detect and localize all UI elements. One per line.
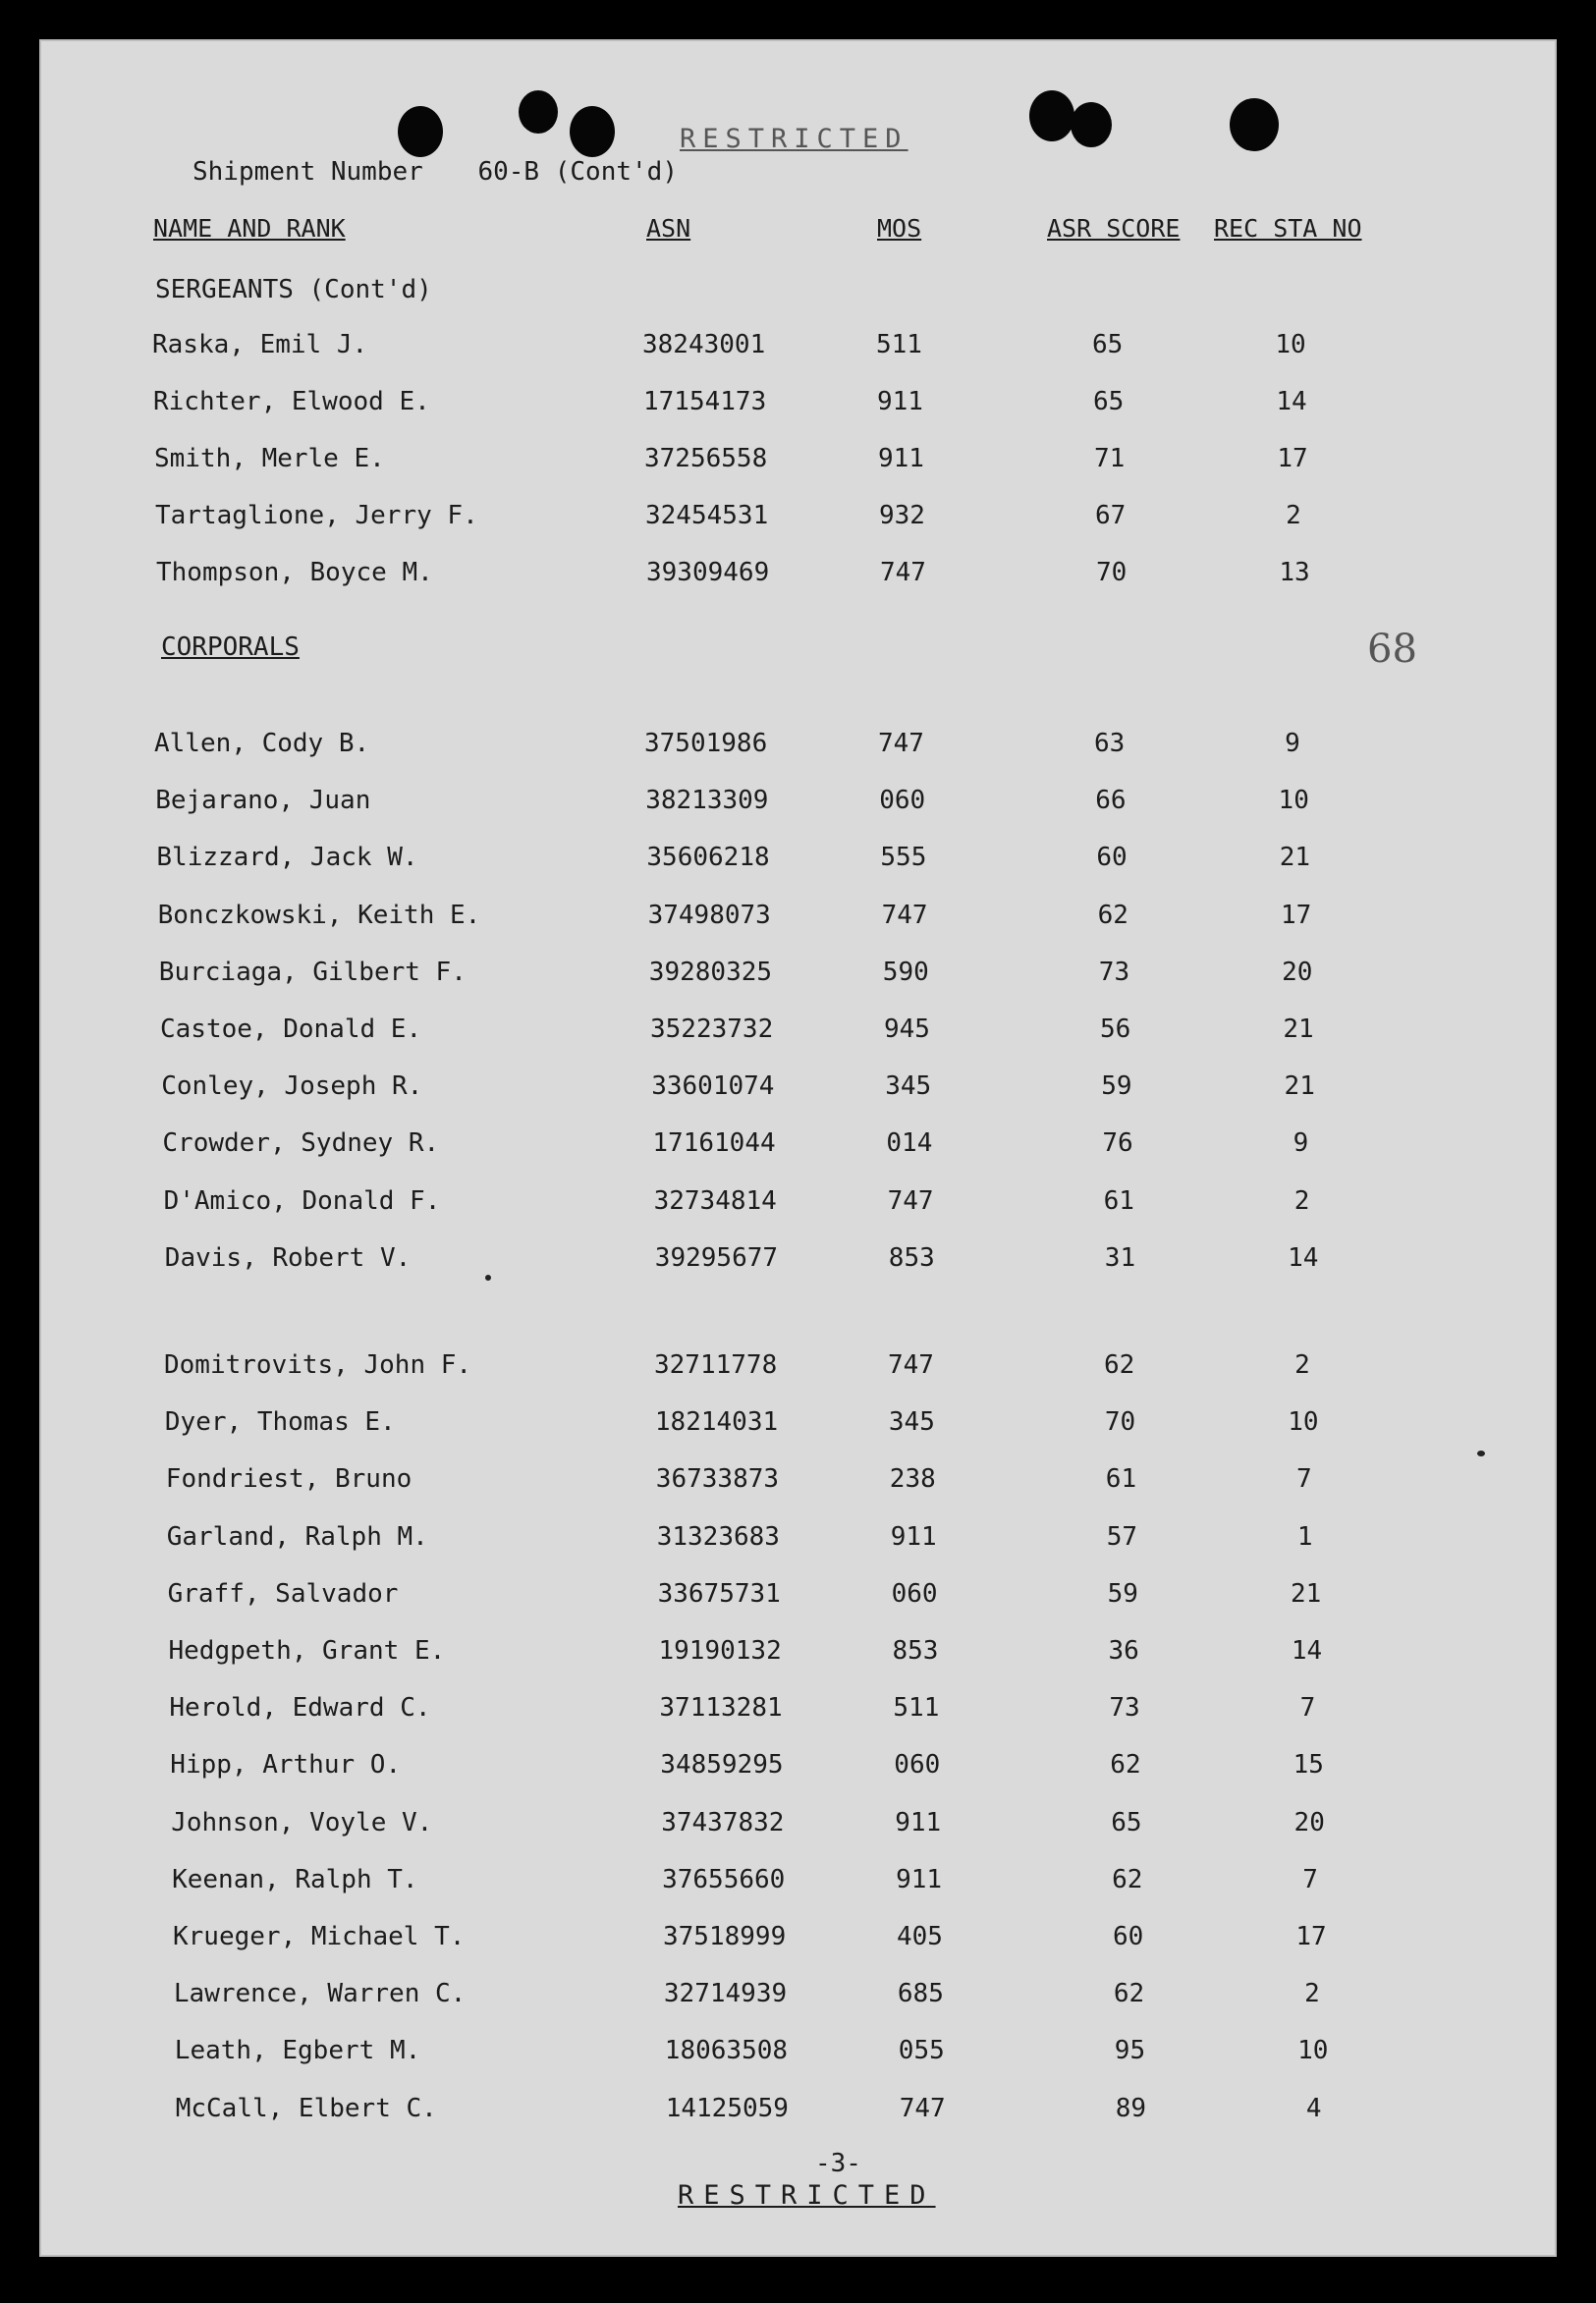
- column-header-rec: REC STA NO: [1214, 214, 1362, 243]
- cell-asr: 66: [1095, 786, 1127, 816]
- cell-mos: 060: [879, 786, 926, 816]
- cell-rec: 9: [1293, 1128, 1309, 1159]
- cell-rec: 21: [1284, 1071, 1315, 1102]
- cell-rec: 9: [1285, 729, 1300, 758]
- table-row: [39, 444, 1557, 483]
- cell-mos: 590: [882, 957, 929, 987]
- cell-asr: 57: [1106, 1521, 1138, 1552]
- table-row: [39, 387, 1557, 426]
- table-row: [39, 1808, 1557, 1847]
- cell-mos: 911: [877, 387, 923, 416]
- cell-mos: 853: [888, 1242, 935, 1273]
- cell-rec: 7: [1299, 1693, 1316, 1724]
- cell-rec: 14: [1276, 387, 1307, 416]
- cell-name: Raska, Emil J.: [152, 330, 368, 359]
- cell-asn: 37113281: [659, 1693, 783, 1724]
- cell-rec: 13: [1279, 558, 1310, 587]
- table-row: [39, 1350, 1557, 1390]
- section-title-sergeants: SERGEANTS (Cont'd): [155, 275, 432, 304]
- cell-name: Krueger, Michael T.: [173, 1922, 466, 1951]
- table-row: [39, 1750, 1557, 1789]
- cell-asr: 61: [1105, 1464, 1137, 1495]
- cell-asr: 62: [1112, 1864, 1143, 1894]
- cell-asn: 37498073: [647, 900, 771, 930]
- cell-name: Allen, Cody B.: [154, 729, 370, 758]
- cell-mos: 685: [897, 1979, 944, 2009]
- table-row: [39, 2094, 1557, 2133]
- cell-asn: 35223732: [650, 1014, 774, 1044]
- cell-rec: 17: [1277, 444, 1308, 473]
- cell-asr: 62: [1097, 900, 1128, 930]
- cell-mos: 747: [899, 2093, 946, 2123]
- cell-mos: 747: [888, 1350, 934, 1380]
- cell-name: Richter, Elwood E.: [153, 387, 430, 416]
- table-row: [39, 958, 1557, 997]
- shipment-label: Shipment Number: [193, 157, 423, 187]
- cell-name: Graff, Salvador: [167, 1578, 399, 1609]
- cell-asr: 60: [1096, 843, 1128, 873]
- cell-asn: 39295677: [654, 1242, 779, 1273]
- cell-rec: 21: [1279, 843, 1311, 873]
- cell-asn: 37256558: [644, 444, 768, 473]
- punch-hole: [570, 106, 615, 157]
- cell-mos: 911: [895, 1807, 942, 1837]
- cell-asr: 59: [1107, 1578, 1138, 1609]
- table-row: [39, 729, 1557, 768]
- column-header-name: NAME AND RANK: [153, 214, 346, 243]
- cell-mos: 911: [896, 1864, 943, 1894]
- handwritten-page-annotation: 68: [1367, 627, 1417, 672]
- table-row: [39, 1014, 1557, 1054]
- cell-mos: 060: [891, 1578, 938, 1609]
- cell-rec: 10: [1297, 2036, 1329, 2066]
- cell-mos: 747: [887, 1185, 934, 1216]
- shipment-number: 60-B: [477, 157, 540, 187]
- column-header-asr: ASR SCORE: [1047, 214, 1181, 243]
- cell-rec: 2: [1294, 1350, 1310, 1380]
- cell-asr: 89: [1115, 2093, 1147, 2123]
- cell-asn: 14125059: [665, 2093, 789, 2123]
- table-row: [39, 1636, 1557, 1675]
- cell-name: Dyer, Thomas E.: [164, 1407, 396, 1438]
- cell-name: Herold, Edward C.: [169, 1693, 431, 1724]
- cell-rec: 21: [1283, 1014, 1314, 1044]
- cell-asn: 35606218: [646, 843, 770, 873]
- cell-mos: 945: [884, 1014, 930, 1044]
- cell-rec: 14: [1288, 1242, 1319, 1273]
- cell-mos: 932: [879, 501, 925, 530]
- cell-asn: 18214031: [654, 1407, 779, 1438]
- punch-hole: [519, 90, 558, 134]
- cell-asr: 62: [1110, 1750, 1141, 1781]
- table-row: [39, 501, 1557, 540]
- speck: [1477, 1451, 1485, 1456]
- table-row: [39, 1071, 1557, 1111]
- cell-rec: 20: [1293, 1807, 1325, 1837]
- cell-asn: 37655660: [662, 1864, 786, 1894]
- cell-name: Conley, Joseph R.: [161, 1071, 423, 1102]
- cell-asr: 73: [1109, 1693, 1140, 1724]
- cell-rec: 1: [1296, 1521, 1313, 1552]
- cell-rec: 2: [1304, 1979, 1320, 2009]
- cell-name: Bejarano, Juan: [155, 786, 371, 816]
- table-row: [39, 1464, 1557, 1504]
- table-row: [39, 1186, 1557, 1226]
- cell-asr: 31: [1104, 1242, 1136, 1273]
- table-row: [39, 1243, 1557, 1283]
- cell-name: Smith, Merle E.: [154, 444, 385, 473]
- cell-asn: 17154173: [643, 387, 767, 416]
- table-row: [39, 1407, 1557, 1447]
- punch-hole: [398, 106, 443, 157]
- cell-asn: 18063508: [664, 2036, 789, 2066]
- cell-asn: 36733873: [655, 1464, 780, 1495]
- cell-mos: 511: [876, 330, 922, 359]
- cell-mos: 345: [885, 1071, 932, 1102]
- table-row: [39, 1865, 1557, 1904]
- cell-name: Thompson, Boyce M.: [156, 558, 433, 587]
- cell-asr: 62: [1113, 1979, 1145, 2009]
- cell-asn: 32714939: [663, 1979, 788, 2009]
- document-page: [39, 39, 1557, 2257]
- table-row: [39, 1922, 1557, 1961]
- cell-name: D'Amico, Donald F.: [163, 1185, 441, 1216]
- cell-name: Keenan, Ralph T.: [172, 1864, 418, 1894]
- cell-name: Johnson, Voyle V.: [171, 1807, 433, 1837]
- cell-asr: 60: [1113, 1922, 1144, 1951]
- cell-asn: 37501986: [644, 729, 768, 758]
- cell-name: Fondriest, Bruno: [165, 1464, 413, 1495]
- cell-asr: 70: [1096, 558, 1128, 587]
- cell-name: Leath, Egbert M.: [174, 2036, 421, 2066]
- table-row: [39, 1579, 1557, 1618]
- cell-name: Bonczkowski, Keith E.: [157, 900, 481, 930]
- cell-rec: 10: [1288, 1407, 1319, 1438]
- cell-asr: 61: [1103, 1185, 1134, 1216]
- column-header-mos: MOS: [877, 214, 922, 243]
- table-row: [39, 1522, 1557, 1562]
- cell-asn: 17161044: [652, 1128, 776, 1159]
- cell-mos: 238: [889, 1464, 936, 1495]
- cell-asn: 32711778: [654, 1350, 778, 1380]
- cell-mos: 911: [890, 1521, 937, 1552]
- restricted-header: RESTRICTED: [680, 124, 908, 154]
- cell-name: Tartaglione, Jerry F.: [155, 501, 478, 530]
- cell-rec: 7: [1302, 1864, 1318, 1894]
- cell-name: Garland, Ralph M.: [166, 1521, 428, 1552]
- cell-name: Castoe, Donald E.: [160, 1014, 422, 1044]
- cell-mos: 511: [893, 1693, 940, 1724]
- section-title-corporals: CORPORALS: [161, 632, 300, 662]
- cell-asr: 63: [1094, 729, 1126, 758]
- cell-asn: 32734814: [653, 1185, 777, 1216]
- cell-rec: 2: [1293, 1185, 1310, 1216]
- cell-mos: 747: [880, 558, 926, 587]
- restricted-footer: RESTRICTED: [678, 2180, 936, 2211]
- cell-rec: 21: [1290, 1578, 1322, 1609]
- cell-asn: 32454531: [645, 501, 769, 530]
- table-row: [39, 901, 1557, 940]
- cell-name: Davis, Robert V.: [164, 1242, 412, 1273]
- cell-asr: 76: [1102, 1128, 1133, 1159]
- cell-rec: 17: [1295, 1922, 1327, 1951]
- cell-asr: 36: [1108, 1636, 1139, 1666]
- cell-asn: 39309469: [646, 558, 770, 587]
- table-row: [39, 786, 1557, 825]
- cell-rec: 10: [1275, 330, 1306, 359]
- table-row: [39, 1979, 1557, 2018]
- cell-mos: 060: [894, 1750, 941, 1781]
- cell-asr: 56: [1100, 1014, 1131, 1044]
- cell-mos: 014: [886, 1128, 933, 1159]
- punch-hole: [1071, 102, 1112, 147]
- cell-mos: 853: [892, 1636, 939, 1666]
- cell-name: Lawrence, Warren C.: [173, 1979, 467, 2009]
- cell-rec: 4: [1305, 2093, 1322, 2123]
- cell-name: Domitrovits, John F.: [164, 1350, 472, 1380]
- cell-name: Burciaga, Gilbert F.: [158, 957, 467, 987]
- cell-name: McCall, Elbert C.: [175, 2093, 437, 2123]
- cell-asn: 37437832: [661, 1807, 785, 1837]
- cell-asn: 38243001: [642, 330, 766, 359]
- cell-mos: 747: [878, 729, 924, 758]
- cell-asr: 71: [1094, 444, 1126, 473]
- cell-rec: 20: [1282, 957, 1313, 987]
- cell-asr: 62: [1104, 1350, 1135, 1380]
- cell-asr: 67: [1095, 501, 1127, 530]
- cell-asr: 65: [1092, 330, 1124, 359]
- cell-mos: 055: [898, 2036, 945, 2066]
- cell-name: Hedgpeth, Grant E.: [168, 1636, 446, 1666]
- punch-hole: [1230, 98, 1279, 151]
- cell-asr: 59: [1101, 1071, 1132, 1102]
- shipment-line: [193, 157, 678, 187]
- speck: [485, 1275, 491, 1281]
- page-number: -3-: [815, 2149, 861, 2178]
- table-row: [39, 2036, 1557, 2075]
- table-row: [39, 330, 1557, 369]
- cell-asn: 34859295: [660, 1750, 784, 1781]
- cell-rec: 14: [1291, 1636, 1323, 1666]
- cell-mos: 555: [880, 843, 927, 873]
- cell-rec: 17: [1280, 900, 1312, 930]
- table-row: [39, 1128, 1557, 1168]
- table-row: [39, 1693, 1557, 1732]
- cell-asn: 37518999: [663, 1922, 787, 1951]
- continued-note: (Cont'd): [554, 157, 678, 187]
- cell-asr: 65: [1111, 1807, 1142, 1837]
- table-row: [39, 843, 1557, 882]
- cell-asr: 73: [1098, 957, 1130, 987]
- cell-asn: 31323683: [656, 1521, 780, 1552]
- cell-asr: 95: [1114, 2036, 1146, 2066]
- cell-asn: 19190132: [658, 1636, 782, 1666]
- cell-asr: 65: [1093, 387, 1125, 416]
- cell-asn: 33675731: [657, 1578, 781, 1609]
- cell-mos: 345: [888, 1407, 935, 1438]
- cell-rec: 2: [1286, 501, 1301, 530]
- cell-rec: 15: [1293, 1750, 1324, 1781]
- cell-asn: 33601074: [651, 1071, 775, 1102]
- cell-name: Blizzard, Jack W.: [156, 843, 418, 873]
- cell-mos: 747: [881, 900, 928, 930]
- cell-asn: 38213309: [645, 786, 769, 816]
- cell-asr: 70: [1104, 1407, 1136, 1438]
- cell-mos: 911: [878, 444, 924, 473]
- cell-name: Hipp, Arthur O.: [170, 1750, 402, 1781]
- punch-hole: [1029, 90, 1074, 141]
- table-row: [39, 558, 1557, 597]
- column-header-asn: ASN: [646, 214, 691, 243]
- cell-name: Crowder, Sydney R.: [162, 1128, 440, 1159]
- cell-mos: 405: [897, 1922, 943, 1951]
- cell-rec: 10: [1278, 786, 1309, 816]
- cell-rec: 7: [1295, 1464, 1312, 1495]
- cell-asn: 39280325: [648, 957, 773, 987]
